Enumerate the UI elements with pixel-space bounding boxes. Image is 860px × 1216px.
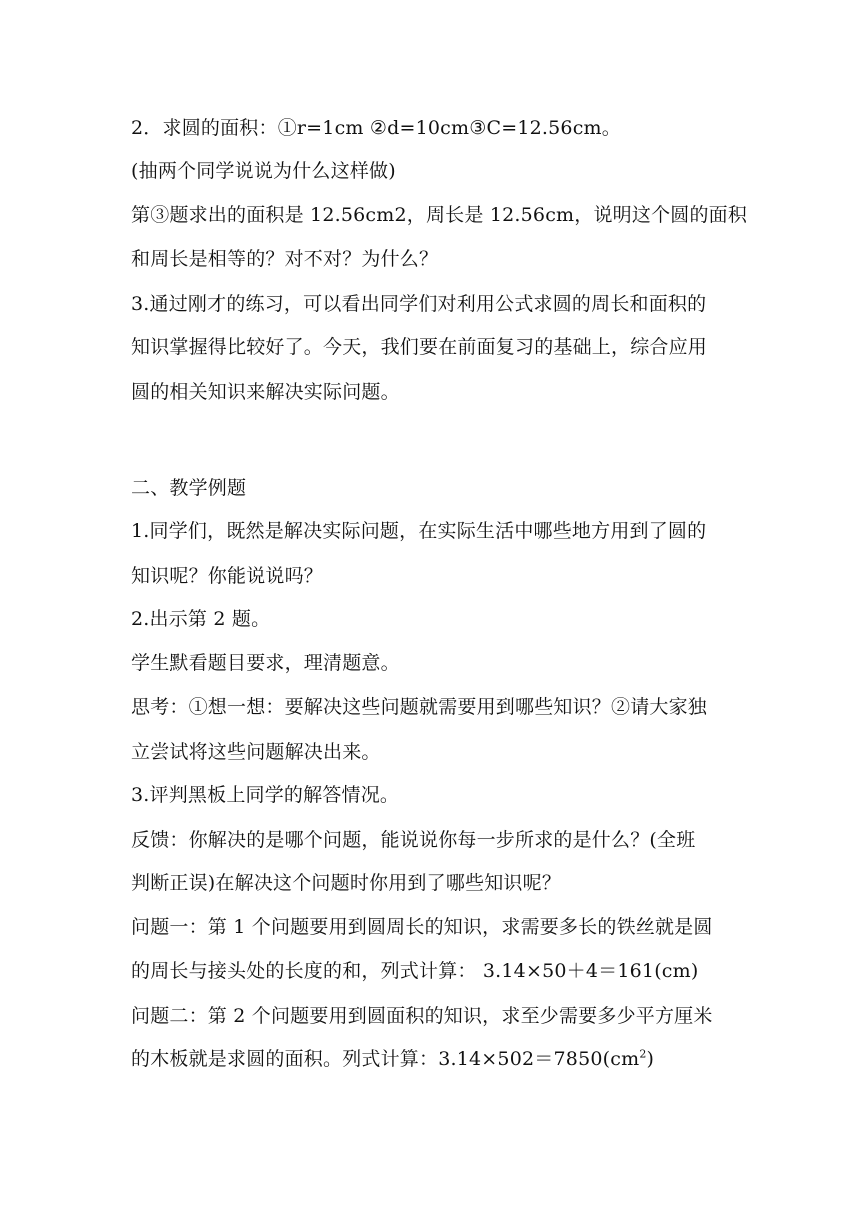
text-line: 思考：①想一想：要解决这些问题就需要用到哪些知识？②请大家独 <box>131 696 708 718</box>
text-line: 3.评判黑板上同学的解答情况。 <box>131 784 400 806</box>
text-line-with-formula <box>131 1047 741 1071</box>
text-line: 反馈：你解决的是哪个问题，能说说你每一步所求的是什么？(全班 <box>131 829 696 851</box>
text-line: 圆的相关知识来解决实际问题。 <box>131 381 400 403</box>
text-line: 知识掌握得比较好了。今天，我们要在前面复习的基础上，综合应用 <box>131 336 708 358</box>
formula-text: 的木板就是求圆的面积。列式计算：3.14×502＝7850(cm <box>131 1048 640 1070</box>
text-line: 3.通过刚才的练习，可以看出同学们对利用公式求圆的周长和面积的 <box>131 293 707 315</box>
text-line: 1.同学们，既然是解决实际问题，在实际生活中哪些地方用到了圆的 <box>131 520 707 542</box>
text-line: 问题二：第 2 个问题要用到圆面积的知识，求至少需要多少平方厘米 <box>131 1005 713 1027</box>
text-line: 2．求圆的面积：①r=1cm ②d=10cm③C=12.56cm。 <box>131 117 621 139</box>
text-line: 第③题求出的面积是 12.56cm2，周长是 12.56cm，说明这个圆的面积 <box>131 204 748 226</box>
text-line: 的周长与接头处的长度的和，列式计算： 3.14×50＋4＝161(cm) <box>131 960 699 982</box>
text-line: 知识呢？你能说说吗？ <box>131 565 324 587</box>
closing-paren: ) <box>646 1048 655 1070</box>
text-line: 2.出示第 2 题。 <box>131 608 271 630</box>
text-line: 学生默看题目要求，理清题意。 <box>131 652 400 674</box>
superscript: 2 <box>639 1047 647 1061</box>
text-line: 问题一：第 1 个问题要用到圆周长的知识，求需要多长的铁丝就是圆 <box>131 916 713 938</box>
text-line: 判断正误)在解决这个问题时你用到了哪些知识呢？ <box>131 872 562 894</box>
text-line: (抽两个同学说说为什么这样做) <box>131 160 396 182</box>
text-line: 立尝试将这些问题解决出来。 <box>131 741 381 763</box>
text-line: 和周长是相等的？对不对？为什么？ <box>131 248 439 270</box>
section-heading: 二、教学例题 <box>131 477 247 499</box>
